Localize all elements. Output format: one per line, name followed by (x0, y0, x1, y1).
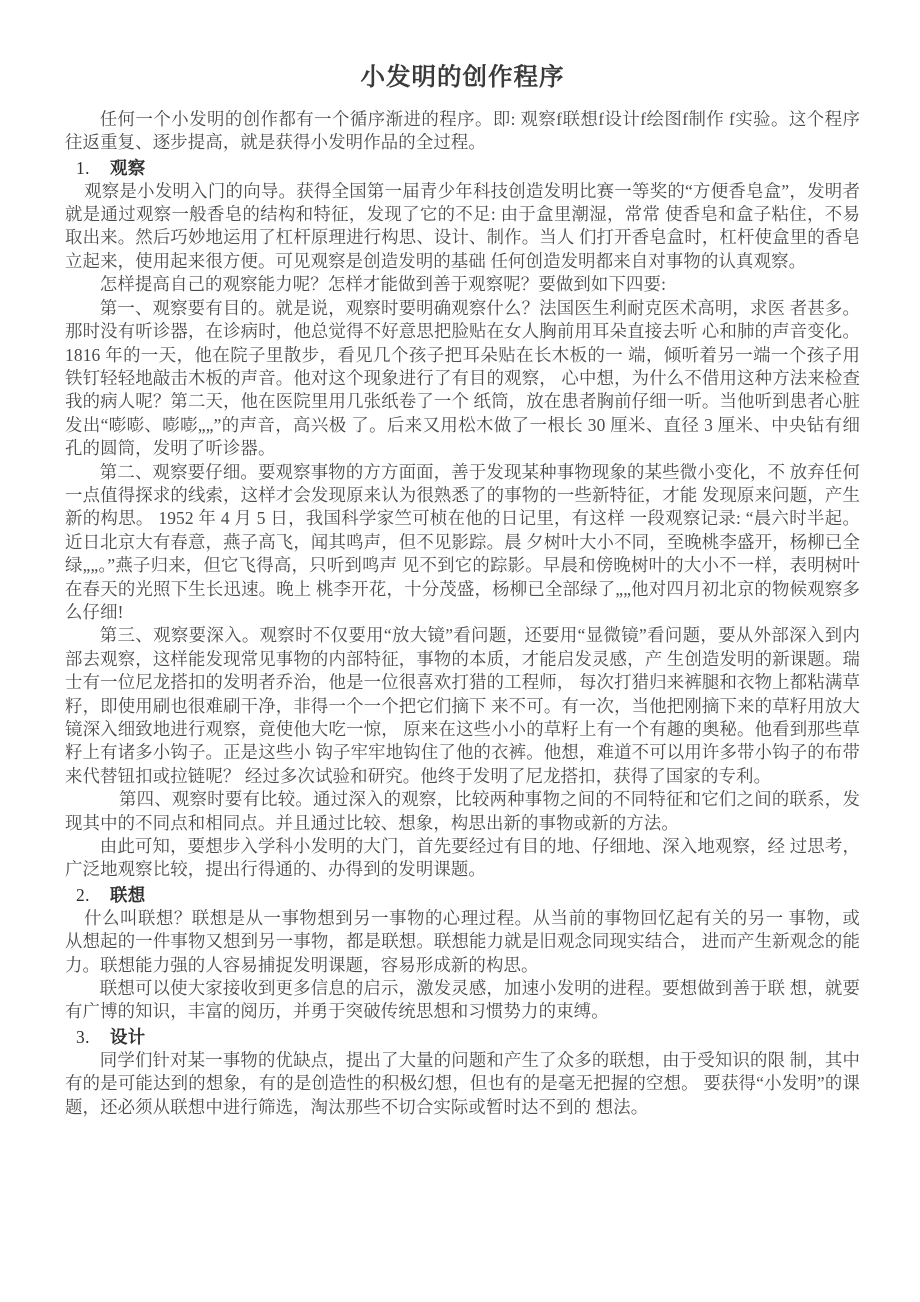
section-number-2: 2. (76, 884, 90, 905)
section-2-paragraph-1: 什么叫联想？联想是从一事物想到另一事物的心理过程。从当前的事物回忆起有关的另一 事物，或从想起的一件事物又想到另一事物，都是联想。联想能力就是旧观念同现实结合， 进而产生新观念的能力。联想能力强的人容易捕捉发明课题，容易形成新的构思。 (65, 907, 860, 975)
section-heading-3 (65, 1025, 860, 1049)
section-1-paragraph-2: 怎样提高自己的观察能力呢？怎样才能做到善于观察呢？要做到如下四要: (99, 274, 667, 295)
section-1-paragraph-7: 由此可知，要想步入学科小发明的大门，首先要经过有目的地、仔细地、深入地观察，经 过思考，广泛地观察比较，提出行得通的、办得到的发明课题。 (65, 836, 860, 880)
section-number-3: 3. (76, 1026, 90, 1047)
section-1-paragraph-5: 第三、观察要深入。观察时不仅要用“放大镜”看问题，还要用“显微镜”看问题，要从外部深入到内部去观察，这样能发现常见事物的内部特征，事物的本质，才能启发灵感，产 生创造发明的新课题。瑞士有一位尼龙搭扣的发明者乔治，他是一位很喜欢打猎的工程师， 每次打猎归来裤腿和衣物上都粘满草籽，即使用刷也很难刷干净，非得一个一个把它们摘下 来不可。有一次，当他把刚摘下来的草籽用放大镜深入细致地进行观察，竟使他大吃一惊， 原来在这些小小的草籽上有一个有趣的奥秘。他看到那些草籽上有诸多小钩子。正是这些小 钩子牢牢地钩住了他的衣裤。他想，难道不可以用许多带小钩子的布带来代替钮扣或拉链呢？ 经过多次试验和研究。他终于发明了尼龙搭扣，获得了国家的专利。 (65, 625, 860, 786)
section-1-paragraph-4: 第二、观察要仔细。要观察事物的方方面面，善于发现某种事物现象的某些微小变化，不 放弃任何一点值得探求的线索，这样才会发现原来认为很熟悉了的事物的一些新特征，才能 发现原来问题，产生新的构思。 1952 年 4 月 5 日，我国科学家竺可桢在他的日记里，有这样 一段观察记录: “晨六时半起。近日北京大有春意，燕子高飞，闻其鸣声，但不见影踪。晨 夕树叶大小不同，至晚桃李盛开，杨柳已全绿„„。”燕子归来，但它飞得高，只听到鸣声 见不到它的踪影。早晨和傍晚树叶的大小不一样，表明树叶在春天的光照下生长迅速。晚上 桃李开花，十分茂盛，杨柳已全部绿了„„他对四月初北京的物候观察多么仔细! (65, 461, 860, 622)
section-2-paragraph-2: 联想可以使大家接收到更多信息的启示，激发灵感，加速小发明的进程。要想做到善于联 想，就要有广博的知识，丰富的阅历，并勇于突破传统思想和习惯势力的束缚。 (65, 978, 860, 1022)
section-number-1: 1. (76, 157, 90, 178)
section-heading-1 (65, 156, 860, 180)
intro-paragraph: 任何一个小发明的创作都有一个循序渐进的程序。即: 观察f联想f设计f绘图f制作 f实验。这个程序往返重复、逐步提高，就是获得小发明作品的全过程。 (65, 108, 860, 153)
section-1-paragraph-6: 第四、观察时要有比较。通过深入的观察，比较两种事物之间的不同特征和它们之间的联系，发现其中的不同点和相同点。并且通过比较、想象，构思出新的事物或新的方法。 (65, 789, 860, 833)
section-heading-2 (65, 883, 860, 907)
page-title: 小发明的创作程序 (360, 64, 565, 91)
section-3-paragraph-1: 同学们针对某一事物的优缺点，提出了大量的问题和产生了众多的联想，由于受知识的限 制，其中有的是可能达到的想象，有的是创造性的积极幻想，但也有的是毫无把握的空想。 要获得“小发明”的课题，还必须从联想中进行筛选，淘汰那些不切合实际或暂时达不到的 想法。 (65, 1049, 860, 1117)
section-label-2: 联想 (110, 884, 146, 905)
section-label-3: 设计 (110, 1026, 146, 1047)
section-1-paragraph-1: 观察是小发明入门的向导。获得全国第一届青少年科技创造发明比赛一等奖的“方便香皂盒”，发明者就是通过观察一般香皂的结构和特征，发现了它的不足: 由于盒里潮湿，常常 使香皂和盒子粘住，不易取出来。然后巧妙地运用了杠杆原理进行构思、设计、制作。当人 们打开香皂盒时，杠杆使盒里的香皂立起来，使用起来很方便。可见观察是创造发明的基础 任何创造发明都来自对事物的认真观察。 (65, 180, 860, 271)
section-1-paragraph-3: 第一、观察要有目的。就是说，观察时要明确观察什么？法国医生利耐克医术高明，求医 者甚多。那时没有听诊器，在诊病时，他总觉得不好意思把脸贴在女人胸前用耳朵直接去听 心和肺的声音变化。 1816 年的一天，他在院子里散步，看见几个孩子把耳朵贴在长木板的一 端，倾听着另一端一个孩子用铁钉轻轻地敲击木板的声音。他对这个现象进行了有目的观察， 心中想，为什么不借用这种方法来检查我的病人呢？第二天，他在医院里用几张纸卷了一个 纸筒，放在患者胸前仔细一听。当他听到患者心脏发出“嘭嘭、嘭嘭„„”的声音，高兴极 了。后来又用松木做了一根长 30 厘米、直径 3 厘米、中央钻有细孔的圆筒，发明了听诊器。 (65, 297, 860, 459)
section-label-1: 观察 (110, 157, 146, 178)
